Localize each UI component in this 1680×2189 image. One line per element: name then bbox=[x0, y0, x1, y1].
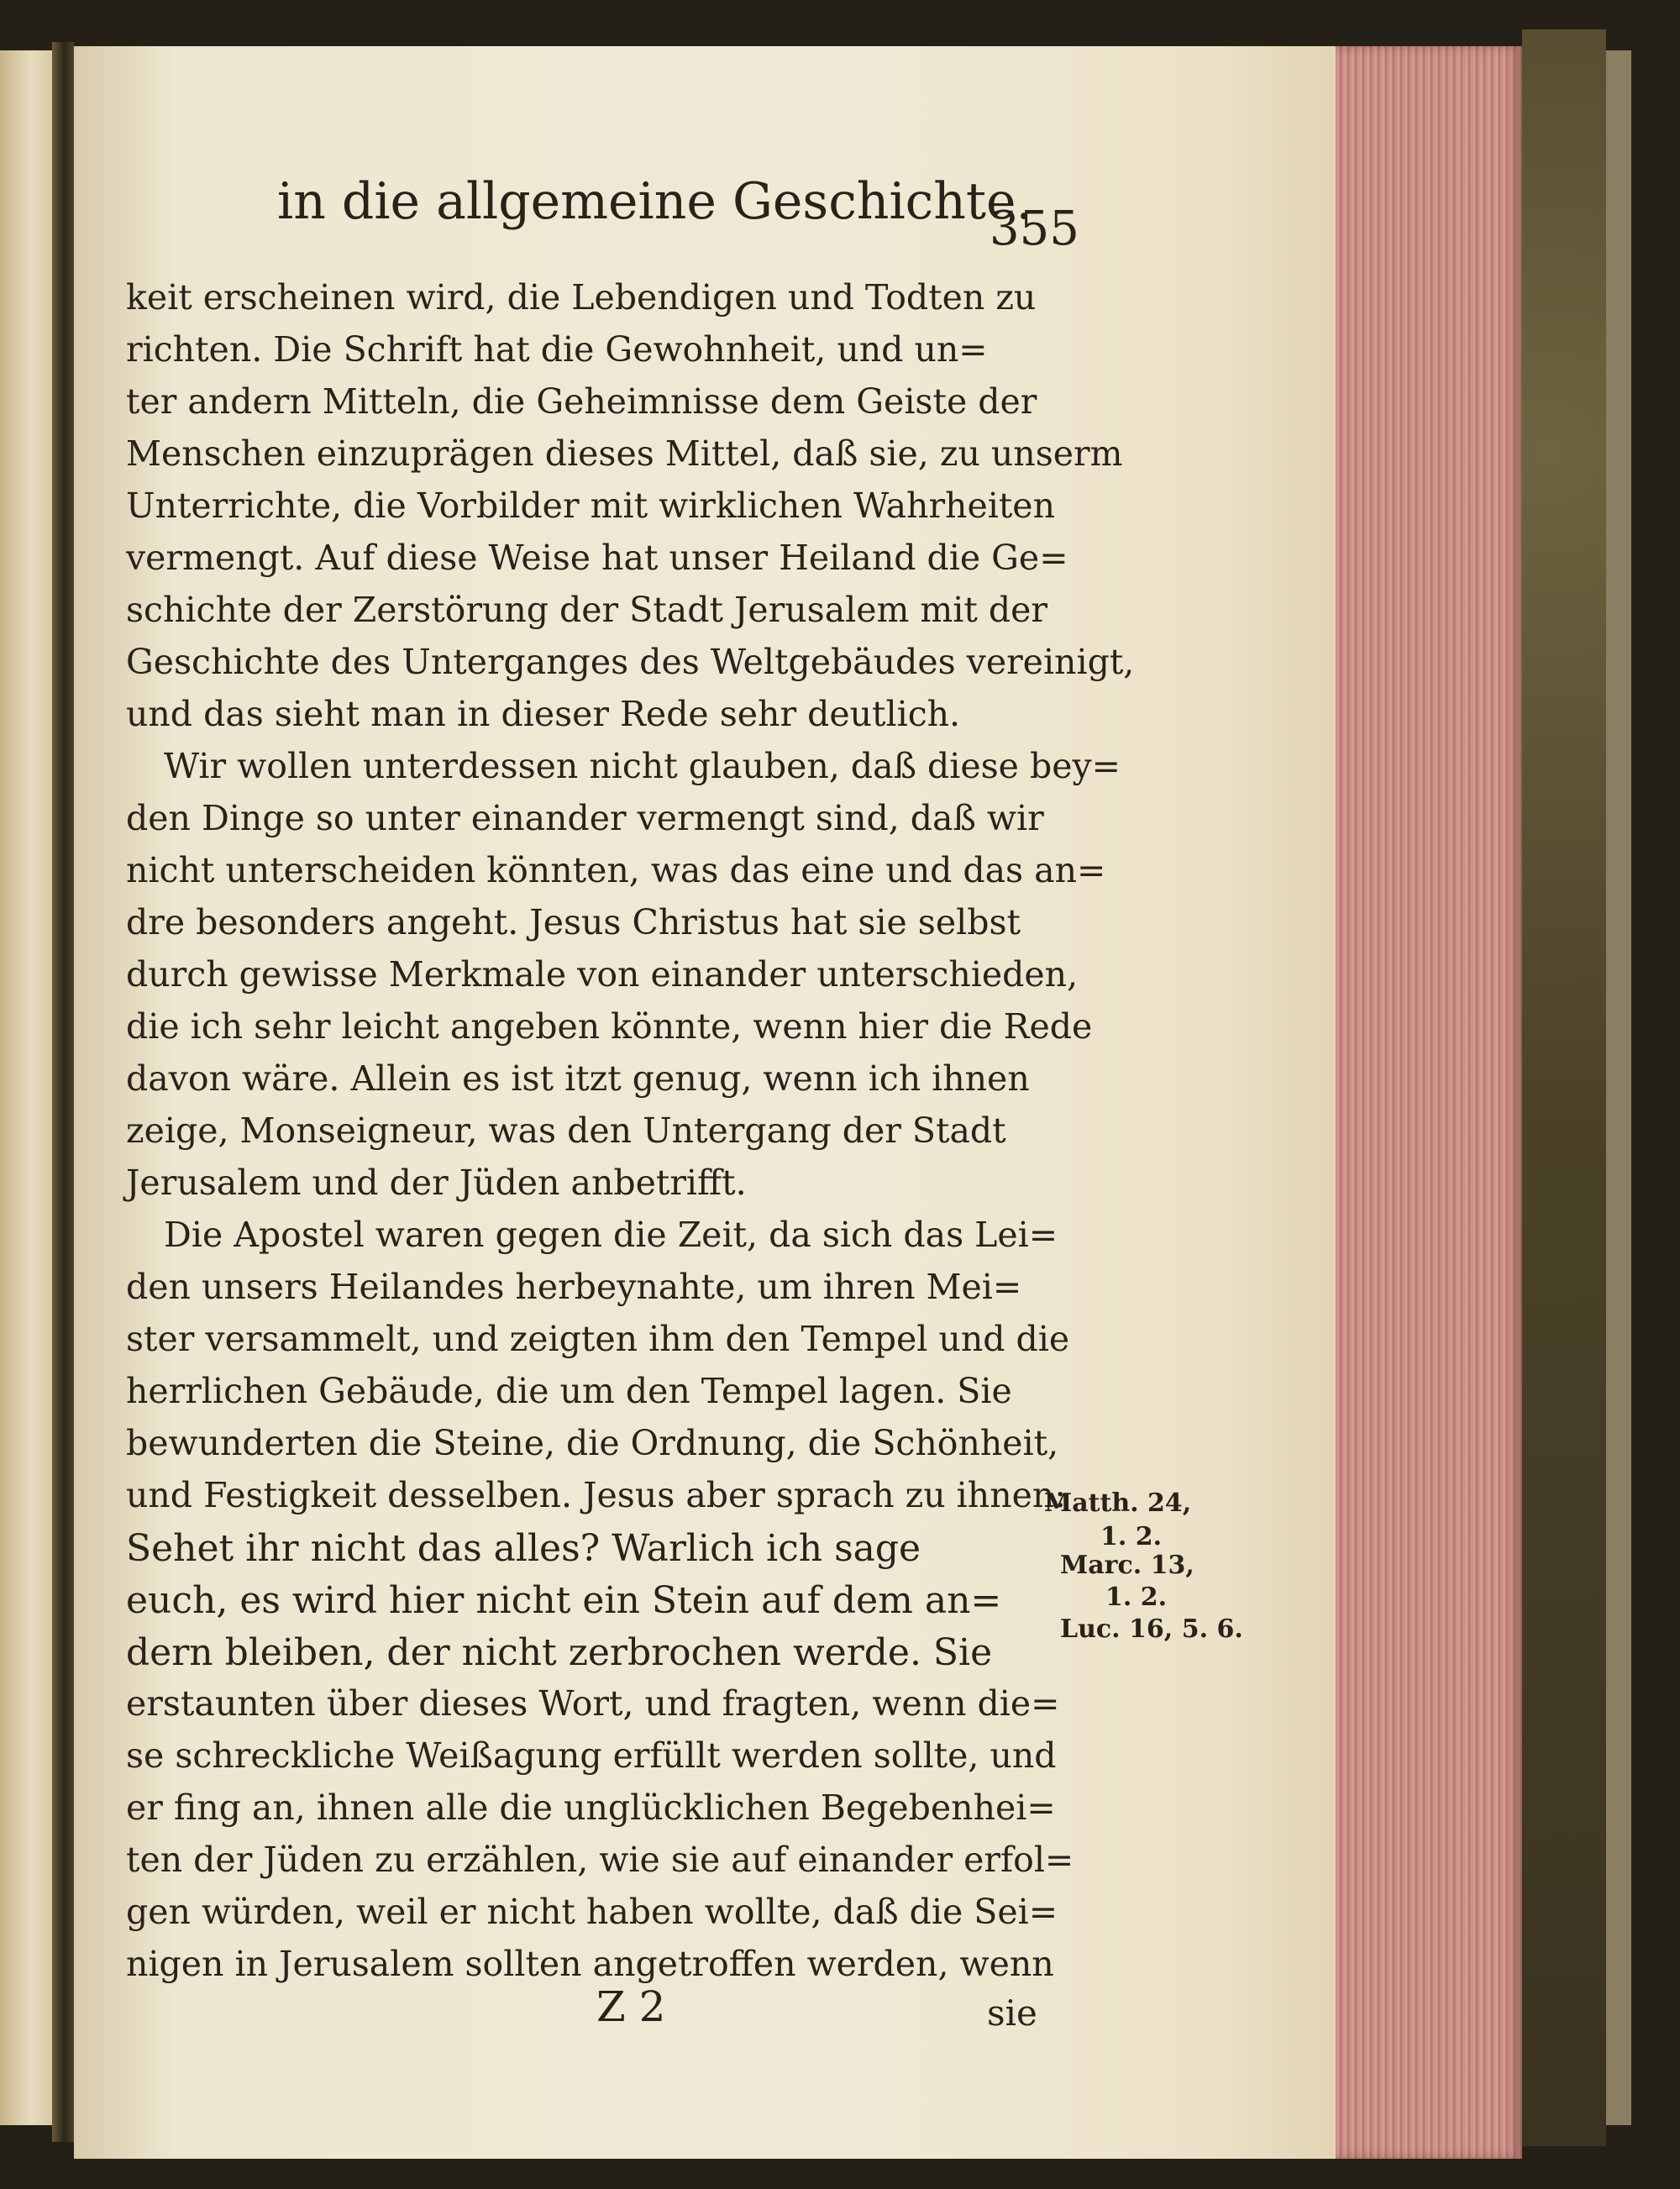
page-number: 355 bbox=[990, 202, 1079, 256]
text-line: keit erscheinen wird, die Lebendigen und Todten zu bbox=[126, 277, 1037, 318]
text-line: ten der Jüden zu erzählen, wie sie auf einander erfol= bbox=[126, 1840, 1074, 1880]
text-line: Die Apostel waren gegen die Zeit, da sich das Lei= bbox=[164, 1215, 1058, 1255]
text-line: Geschichte des Unterganges des Weltgebäudes vereinigt, bbox=[126, 642, 1135, 682]
text-line: erstaunten über dieses Wort, und fragten, wenn die= bbox=[126, 1683, 1060, 1724]
marginal-note: Marc. 13, bbox=[1060, 1551, 1194, 1580]
text-line: se schreckliche Weißagung erfüllt werden sollte, und bbox=[126, 1735, 1057, 1776]
catchword: sie bbox=[987, 1992, 1037, 2034]
marginal-note: 1. 2. bbox=[1100, 1522, 1163, 1551]
marginal-note: Luc. 16, 5. 6. bbox=[1060, 1614, 1243, 1644]
text-line: schichte der Zerstörung der Stadt Jerusalem mit der bbox=[126, 590, 1048, 630]
text-line: dre besonders angeht. Jesus Christus hat sie selbst bbox=[126, 902, 1021, 942]
text-line: ter andern Mitteln, die Geheimnisse dem Geiste der bbox=[126, 381, 1037, 422]
text-line: euch, es wird hier nicht ein Stein auf dem an= bbox=[126, 1579, 1002, 1622]
text-line: Sehet ihr nicht das alles? Warlich ich sage bbox=[126, 1527, 921, 1570]
text-line: und Festigkeit desselben. Jesus aber sprach zu ihnen: bbox=[126, 1475, 1067, 1515]
signature-mark: Z 2 bbox=[596, 1982, 666, 2031]
text-line: richten. Die Schrift hat die Gewohnheit, und un= bbox=[126, 329, 988, 370]
text-line: nicht unterscheiden könnten, was das eine und das an= bbox=[126, 850, 1106, 890]
text-line: bewunderten die Steine, die Ordnung, die Schönheit, bbox=[126, 1423, 1059, 1463]
text-line: ster versammelt, und zeigten ihm den Tempel und die bbox=[126, 1319, 1070, 1359]
text-line: davon wäre. Allein es ist itzt genug, wenn ich ihnen bbox=[126, 1058, 1030, 1099]
text-line: herrlichen Gebäude, die um den Tempel lagen. Sie bbox=[126, 1371, 1012, 1411]
text-line: nigen in Jerusalem sollten angetroffen werden, wenn bbox=[126, 1944, 1054, 1984]
text-line: durch gewisse Merkmale von einander unterschieden, bbox=[126, 954, 1079, 995]
text-line: den Dinge so unter einander vermengt sind, daß wir bbox=[126, 798, 1044, 838]
text-line: vermengt. Auf diese Weise hat unser Heiland die Ge= bbox=[126, 538, 1068, 578]
text-line: Menschen einzuprägen dieses Mittel, daß sie, zu unserm bbox=[126, 433, 1123, 474]
text-line: gen würden, weil er nicht haben wollte, daß die Sei= bbox=[126, 1892, 1058, 1932]
text-line: Unterrichte, die Vorbilder mit wirklichen Wahrheiten bbox=[126, 486, 1055, 526]
text-line: er fing an, ihnen alle die unglücklichen Begebenhei= bbox=[126, 1787, 1056, 1828]
marginal-note: Matth. 24, bbox=[1044, 1488, 1192, 1518]
text-line: Wir wollen unterdessen nicht glauben, daß diese bey= bbox=[164, 746, 1121, 786]
marginal-note: 1. 2. bbox=[1105, 1583, 1168, 1612]
text-line: Jerusalem und der Jüden anbetrifft. bbox=[126, 1163, 747, 1203]
text-line: dern bleiben, der nicht zerbrochen werde. Sie bbox=[126, 1631, 993, 1674]
running-head: in die allgemeine Geschichte. bbox=[277, 172, 1032, 231]
text-line: die ich sehr leicht angeben könnte, wenn hier die Rede bbox=[126, 1006, 1093, 1047]
text-line: und das sieht man in dieser Rede sehr deutlich. bbox=[126, 694, 961, 734]
text-line: den unsers Heilandes herbeynahte, um ihren Mei= bbox=[126, 1267, 1022, 1307]
text-line: zeige, Monseigneur, was den Untergang der Stadt bbox=[126, 1110, 1006, 1151]
